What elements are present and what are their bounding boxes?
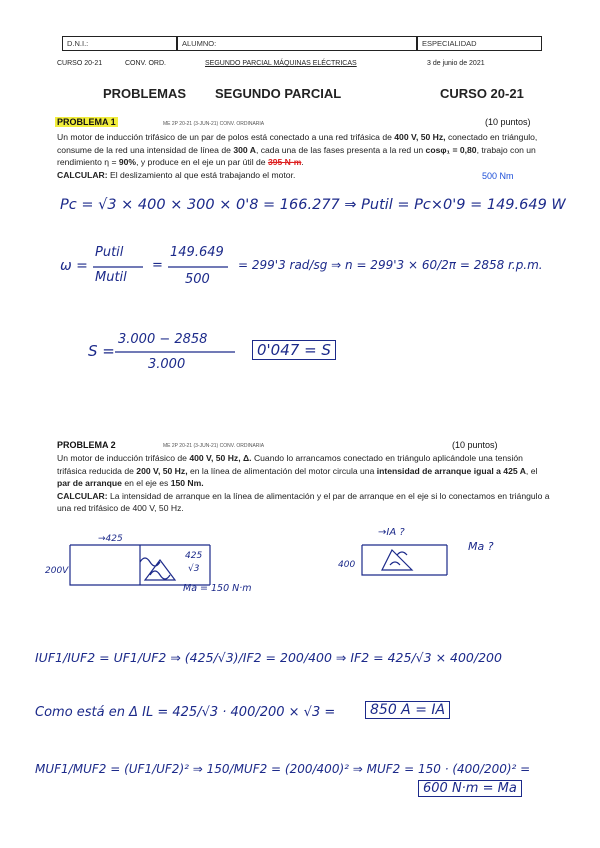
handwriting-149649: 149.649 [170, 245, 224, 260]
problem-1-points: (10 puntos) [485, 117, 531, 127]
problem-2-code: ME 2P 20-21 (3-JUN-21) CONV. ORDINARIA [163, 443, 265, 449]
meta-conv: CONV. ORD. [125, 60, 166, 67]
diagram1-current: →425 [98, 534, 123, 544]
diagram1-voltage: 200V [45, 566, 69, 576]
handwriting-mutil: Mutil [95, 270, 127, 285]
handwriting-s-num: 3.000 − 2858 [118, 332, 208, 347]
title-problemas: PROBLEMAS [103, 86, 187, 101]
title-parcial: SEGUNDO PARCIAL [215, 86, 342, 101]
diagram2-torque: Ma ? [468, 540, 494, 553]
handwriting-p1-line1: Pc = √3 × 400 × 300 × 0'8 = 166.277 ⇒ Putil = Pc×0'9 = 149.649 W [60, 197, 566, 213]
problem-2-points: (10 puntos) [452, 440, 498, 450]
fraction-line-1 [93, 266, 143, 268]
handwriting-omega-label: ω = [60, 258, 88, 274]
fraction-line-3 [115, 351, 235, 353]
diagram2-current: →IA ? [378, 527, 405, 538]
problem-1-statement: Un motor de inducción trifásico de un par de polos está conectado a una red trifásica de 400 V, 50 Hz, conectado en triángulo, consume de la red una intensidad de línea de 300 A, cada una de las fases presenta a la red un cosφ₁ = 0,80, trabajo con un rendimiento η = 90%, y produce en el eje un par útil de 395 N·m. CALCULAR: El deslizamiento al que está trabajando el motor. [57, 132, 538, 180]
handwriting-equals: = [152, 258, 163, 273]
problem-1-code: ME 2P 20-21 (3-JUN-21) CONV. ORDINARIA [163, 121, 265, 127]
circuit-diagram-2 [352, 530, 472, 600]
handwriting-s-label: S = [88, 342, 115, 360]
meta-exam-title: SEGUNDO PARCIAL MÁQUINAS ELÉCTRICAS [205, 60, 357, 67]
alumno-field [177, 36, 417, 51]
handwriting-500: 500 [185, 272, 210, 287]
problem-2-statement: Un motor de inducción trifásico de 400 V, 50 Hz, Δ. Cuando lo arrancamos conectado en triángulo aplicándole una tensión trifásica reducida de 200 V, 50 Hz, en la línea de alimentación del motor circula una intensidad de arranque igual a 425 A, el par de arranque en el eje es 150 Nm. CALCULAR: La intensidad de arranque en la línea de alimentación y el par de arranque en el eje si lo conectamos en triángulo a una red trifásico de 400 V, 50 Hz. [57, 453, 550, 514]
diagram2-voltage: 400 [338, 560, 356, 570]
alumno-label: ALUMNO: [182, 39, 217, 48]
dni-label: D.N.I.: [67, 39, 89, 48]
handwriting-putil: Putil [95, 245, 124, 260]
fraction-line-2 [168, 266, 228, 268]
especialidad-label: ESPECIALIDAD [422, 39, 477, 48]
correction-note: 500 Nm [482, 171, 514, 181]
diagram1-phase-den: √3 [188, 564, 200, 574]
handwriting-p2-eq1: IUF1/IUF2 = UF1/UF2 ⇒ (425/√3)/IF2 = 200/400 ⇒ IF2 = 425/√3 × 400/200 [35, 650, 502, 665]
handwriting-omega-result: = 299'3 rad/sg ⇒ n = 299'3 × 60/2π = 2858 r.p.m. [238, 258, 543, 272]
handwriting-p2-eq2: Como está en Δ IL = 425/√3 · 400/200 × √3 = [35, 705, 336, 720]
especialidad-field [417, 36, 542, 51]
diagram1-phase-num: 425 [185, 551, 203, 561]
result-starting-current: 850 A = IA [365, 701, 450, 719]
meta-date: 3 de junio de 2021 [427, 60, 485, 67]
title-curso: CURSO 20-21 [440, 86, 524, 101]
handwriting-p2-eq3: MUF1/MUF2 = (UF1/UF2)² ⇒ 150/MUF2 = (200/400)² ⇒ MUF2 = 150 · (400/200)² = [35, 762, 531, 776]
dni-field [62, 36, 177, 51]
result-starting-torque: 600 N·m = Ma [418, 780, 522, 797]
result-slip: 0'047 = S [252, 340, 336, 360]
meta-curso: CURSO 20-21 [57, 60, 103, 67]
handwriting-s-den: 3.000 [148, 357, 186, 372]
struck-value: 395 N·m [267, 157, 302, 168]
circuit-diagram-1 [60, 540, 260, 610]
problem-2-label: PROBLEMA 2 [57, 440, 116, 450]
diagram1-torque: Ma = 150 N·m [183, 583, 252, 594]
problem-1-label: PROBLEMA 1 [57, 117, 116, 127]
